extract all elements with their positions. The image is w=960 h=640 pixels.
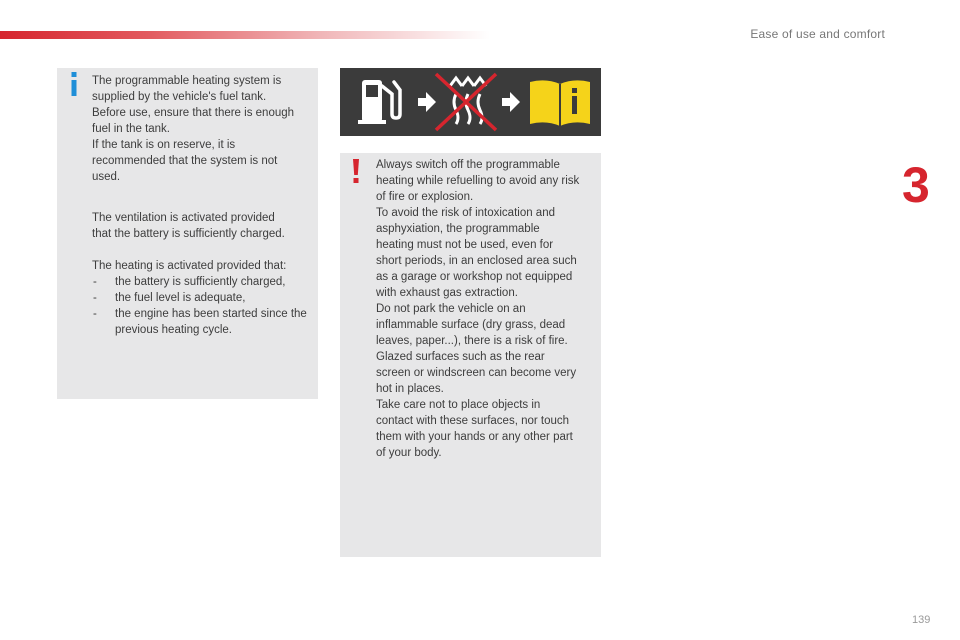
heater-crossed-icon (436, 74, 496, 130)
fuel-pump-icon (358, 80, 400, 124)
warning-line: with exhaust gas extraction. (376, 287, 518, 299)
warning-line: leaves, paper...), there is a risk of fire. (376, 335, 568, 347)
header-accent-bar (0, 31, 490, 39)
warning-line: contact with these surfaces, nor touch (376, 415, 570, 427)
heating-conditions-list (92, 274, 314, 338)
warning-line: screen or windscreen can become very (376, 367, 577, 379)
warning-line: heating while refuelling to avoid any risk (376, 175, 580, 187)
warning-line: Take care not to place objects in (376, 399, 541, 411)
chapter-number: 3 (902, 157, 930, 213)
list-item: - the fuel level is adequate, (92, 290, 314, 306)
page-number: 139 (912, 614, 931, 626)
arrow-right-icon (502, 92, 520, 112)
warning-line: asphyxiation, the programmable (376, 223, 540, 235)
warning-line: heating must not be used, even for (376, 239, 554, 251)
info-icon (69, 72, 79, 96)
warning-line: Do not park the vehicle on an (376, 303, 526, 315)
warning-line: them with your hands or any other part (376, 431, 573, 443)
refuelling-pictogram (340, 68, 601, 136)
warning-line: as a garage or workshop not equipped (376, 271, 573, 283)
handbook-icon (530, 80, 590, 126)
warning-line: hot in places. (376, 383, 444, 395)
info-paragraph: The programmable heating system is supplied by the vehicle's fuel tank. Before use, ensure that there is enough fuel in the tank. If the tank is on reserve, it is recommended that the system is not used. (92, 75, 295, 183)
heating-intro: The heating is activated provided that: (92, 260, 287, 272)
warning-line: of your body. (376, 447, 442, 459)
warning-icon (351, 159, 361, 183)
warning-line: inflammable surface (dry grass, dead (376, 319, 566, 331)
list-item: - the engine has been started since the previous heating cycle. (92, 306, 314, 338)
warning-line: of fire or explosion. (376, 191, 474, 203)
warning-paragraph (376, 157, 598, 461)
list-item: - the battery is sufficiently charged, (92, 274, 314, 290)
arrow-right-icon (418, 92, 436, 112)
warning-line: Glazed surfaces such as the rear (376, 351, 545, 363)
warning-line: To avoid the risk of intoxication and (376, 207, 555, 219)
ventilation-paragraph: The ventilation is activated provided that the battery is sufficiently charged. (92, 212, 285, 240)
section-title: Ease of use and comfort (750, 27, 885, 41)
warning-line: short periods, in an enclosed area such (376, 255, 577, 267)
heating-conditions (92, 258, 314, 338)
warning-line: Always switch off the programmable (376, 159, 560, 171)
